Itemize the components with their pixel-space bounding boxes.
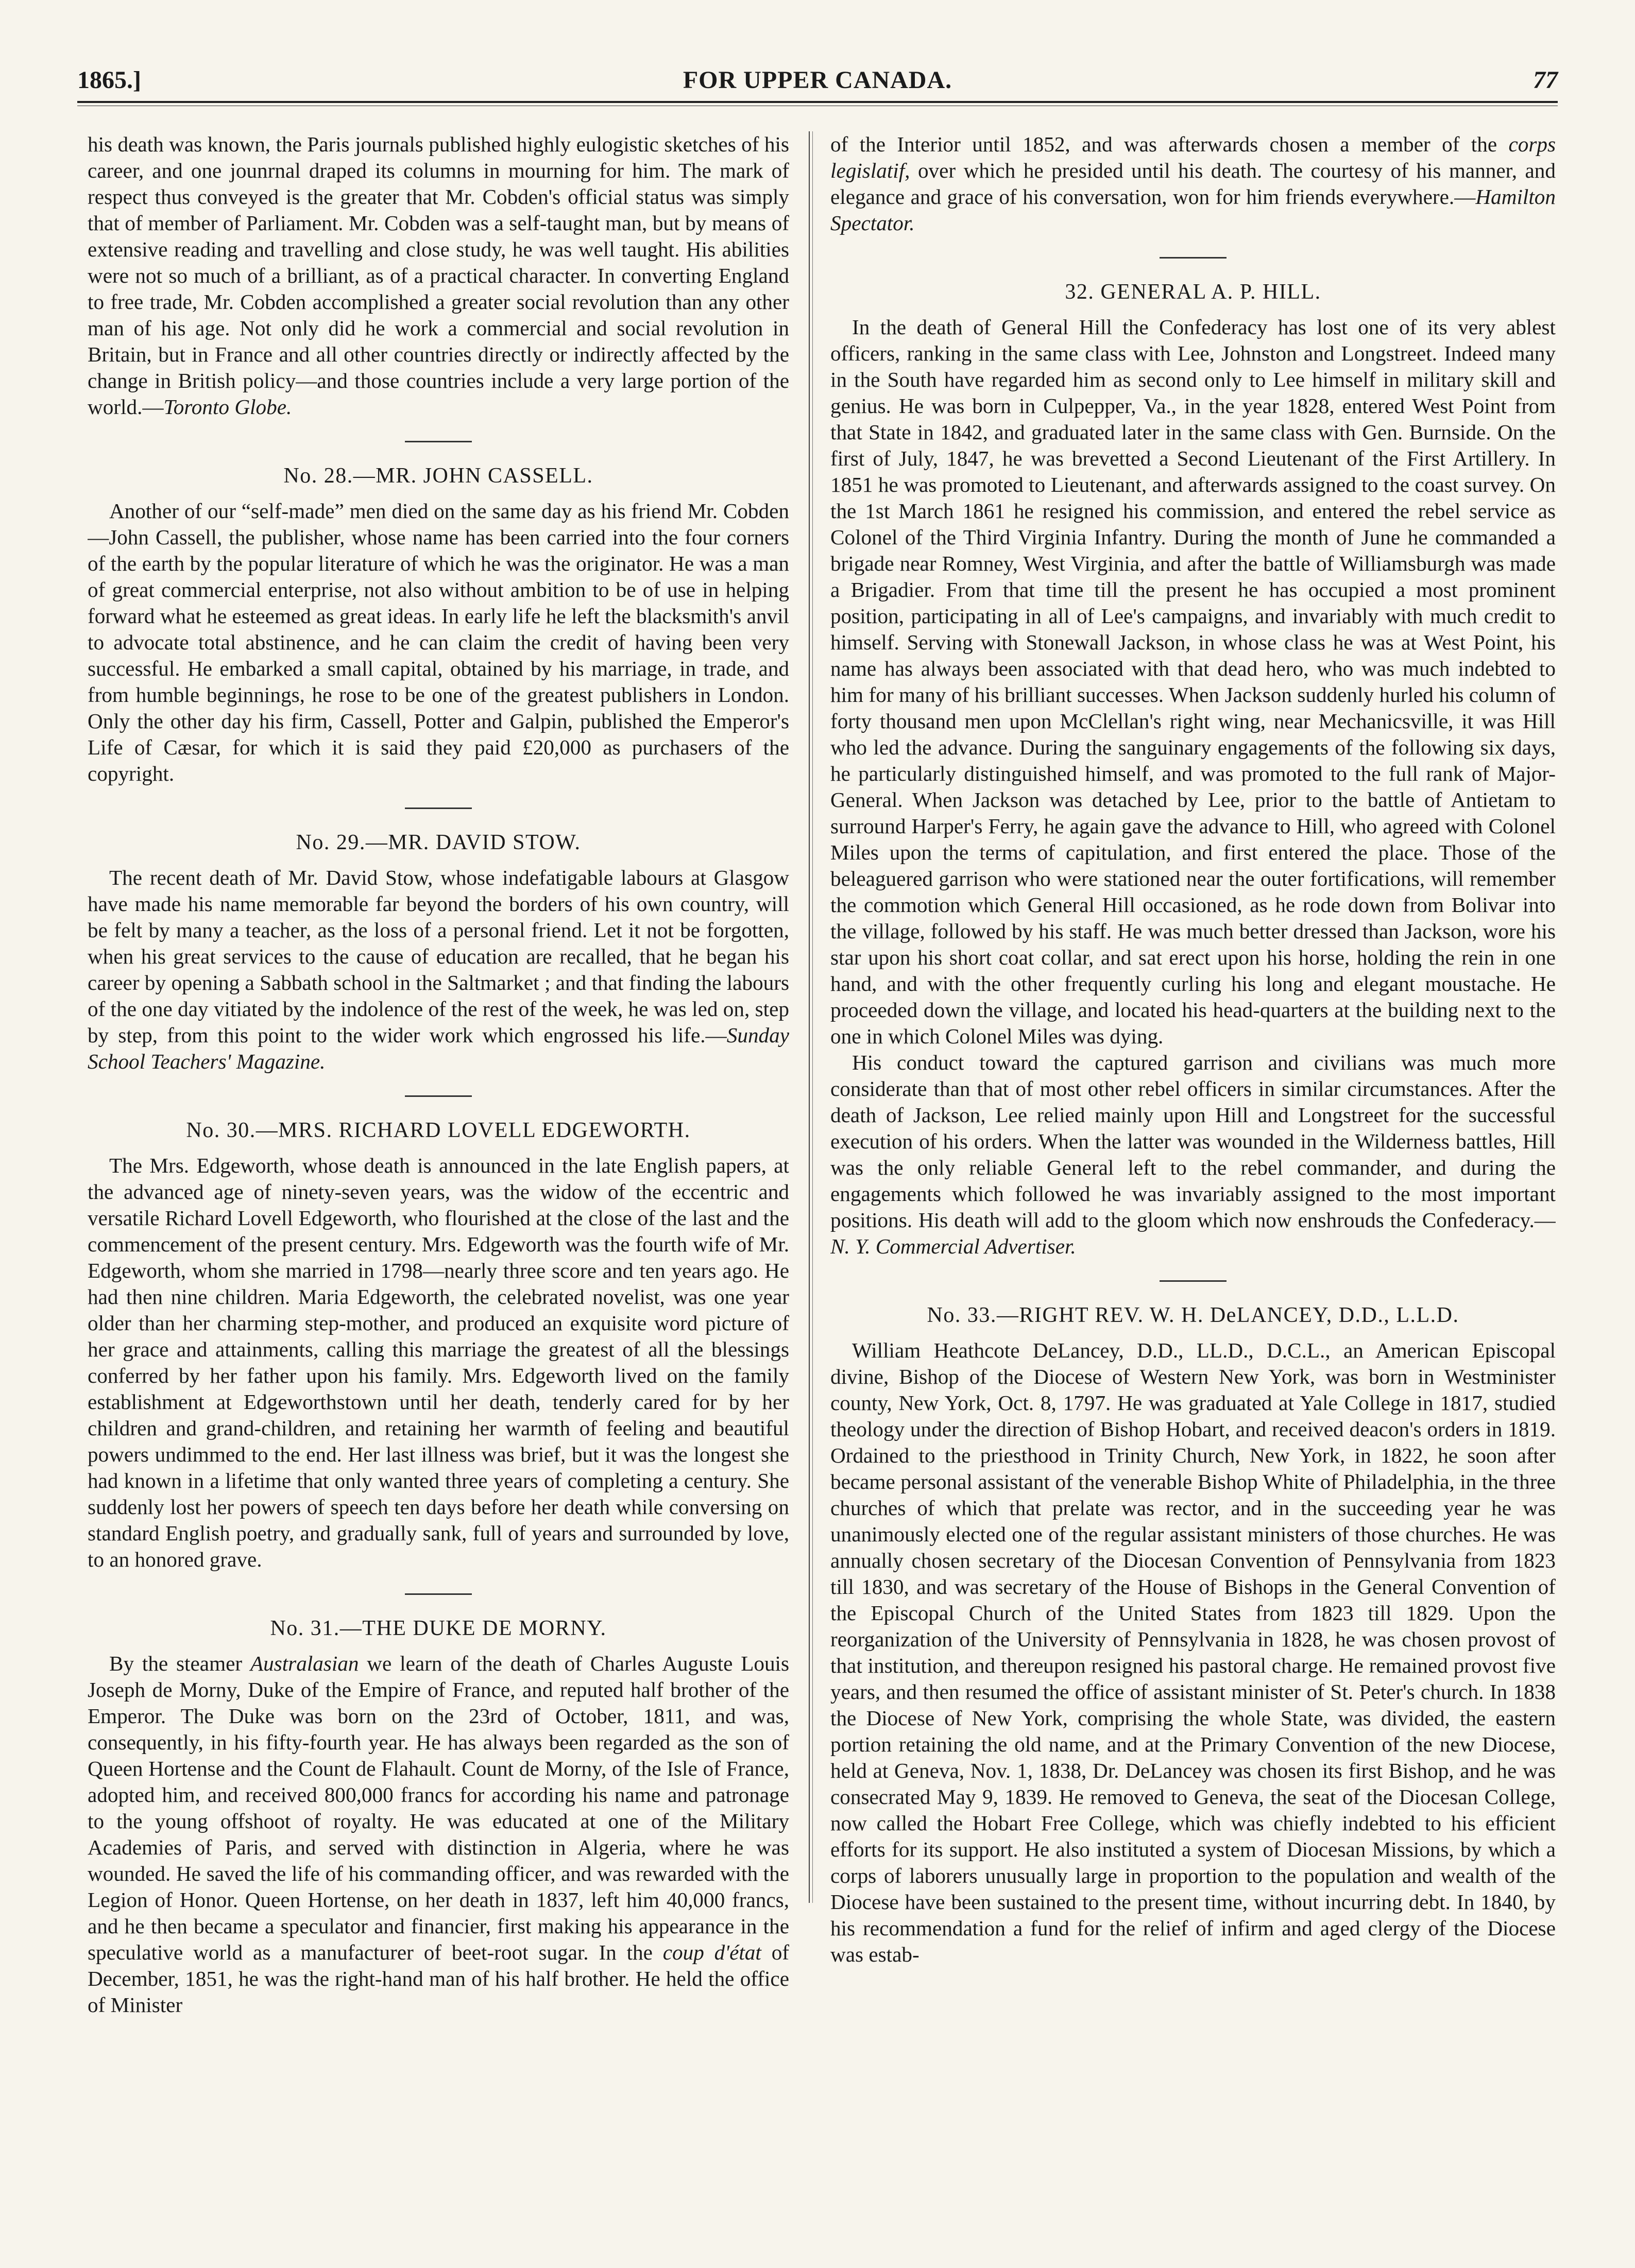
morny-text-a: By the steamer: [109, 1651, 250, 1675]
citation-hamilton-spectator: Hamilton Spectator.: [830, 185, 1556, 235]
column-divider: [809, 131, 810, 1903]
heading-no-28: No. 28.—MR. JOHN CASSELL.: [283, 464, 593, 488]
citation-toronto-globe: Toronto Globe.: [163, 395, 292, 419]
heading-no-29: No. 29.—MR. DAVID STOW.: [296, 830, 581, 854]
morny-cont-a: of the Interior until 1852, and was afterwards chosen a member of the: [830, 132, 1509, 156]
morny-text-b: we learn of the death of Charles Auguste Louis Joseph de Morny, Duke of the Empire of France, and reputed half brother of the Emperor. The Duke was born on the 23rd of October, 1811, and was, consequently, in his fifty-fourth year. He has always been regarded as the son of Queen Hortense and the Count de Flahault. Count de Morny, of the Isle of France, adopted him, and received 800,000 francs for according his name and patronage to the young offshoot of royalty. He was educated at one of the Military Academies of Paris, and served with distinction in Algeria, where he was wounded. He saved the life of his commanding officer, and was rewarded with the Legion of Honor. Queen Hortense, on her death in 1837, left him 40,000 francs, and he then became a speculator and financier, first making his appearance in the speculative world as a manufacturer of beet-root sugar. In the: [88, 1651, 789, 1964]
section-rule: [405, 1593, 472, 1595]
header-title: FOR UPPER CANADA.: [683, 66, 952, 94]
corps-legislatif: corps legislatif,: [830, 132, 1556, 182]
section-rule: [1160, 257, 1227, 259]
cobden-continuation: [88, 131, 789, 420]
article-stow: [88, 865, 789, 1075]
stow-text: The recent death of Mr. David Stow, whose indefatigable labours at Glasgow have made his name memorable far beyond the borders of his own country, will be felt by many a teacher, as the loss of a personal friend. Let it not be forgotten, when his great services to the cause of education are recalled, that he began his career by opening a Sabbath school in the Saltmarket ; and that finding the labours of the one day vitiated by the indolence of the rest of the week, he was led on, step by step, from this point to the wider work which engrossed his life.—: [88, 865, 789, 1047]
left-column: [88, 131, 789, 2201]
heading-no-31: No. 31.—THE DUKE DE MORNY.: [270, 1616, 607, 1640]
article-cassell: Another of our “self-made” men died on the same day as his friend Mr. Cobden—John Cassell, the publisher, whose name has been carried into the four corners of the earth by the popular literature of which he was the originator. He was a man of great commercial enterprise, not also without ambition to be of use in helping forward what he esteemed as great ideas. In early life he left the blacksmith's anvil to advocate total abstinence, and he can claim the credit of having been very successful. He embarked a small capital, obtained by his marriage, in trade, and from humble beginnings, he rose to be one of the greatest publishers in London. Only the other day his firm, Cassell, Potter and Galpin, published the Emperor's Life of Cæsar, for which it is said they paid £20,000 as purchasers of the copyright.: [88, 499, 789, 785]
heading-no-30: No. 30.—MRS. RICHARD LOVELL EDGEWORTH.: [186, 1118, 691, 1142]
header-year: 1865.]: [77, 66, 141, 94]
morny-cont-b: over which he presided until his death. The courtesy of his manner, and elegance and grace of his conversation, won for him friends everywhere.—: [830, 159, 1556, 209]
cobden-text: his death was known, the Paris journals published highly eulogistic sketches of his career, and one jounrnal draped its columns in mourning for him. The mark of respect thus conveyed is the greater that Mr. Cobden's official status was simply that of member of Parliament. Mr. Cobden was a self-taught man, but by means of extensive reading and travelling and close study, he was well taught. His abilities were not so much of a brilliant, as of a practical character. In converting England to free trade, Mr. Cobden accomplished a greater social revolution than any other man of his age. Not only did he work a commercial and social revolution in Britain, but in France and all other countries directly or indirectly affected by the change in British policy—and those countries include a very large portion of the world.—: [88, 132, 789, 419]
article-edgeworth: The Mrs. Edgeworth, whose death is announced in the late English papers, at the advanced age of ninety-seven years, was the widow of the eccentric and versatile Richard Lovell Edgeworth, who flourished at the close of the last and the commencement of the present century. Mrs. Edgeworth was the fourth wife of Mr. Edgeworth, whom she married in 1798—nearly three score and ten years ago. He had then nine children. Maria Edgeworth, the celebrated novelist, was one year older than her charming step-mother, and produced an exquisite word picture of her grace and attainments, calling this marriage the greatest of all the blessings conferred by her father upon his family. Mrs. Edgeworth lived on the family establishment at Edgeworthstown until her death, tenderly cared for by her children and grand-children, and retaining her warmth of feeling and beautiful powers undimmed to the end. Her last illness was brief, but it was the longest she had known in a lifetime that only wanted three years of completing a century. She suddenly lost her powers of speech ten days before her death while conversing on standard English poetry, and gradually sank, full of years and surrounded by love, to an honored grave.: [88, 1153, 789, 1571]
morny-text-c: of December, 1851, he was the right-hand man of his half brother. He held the office of Minister: [88, 1940, 789, 2017]
article-hill-p2: [830, 1050, 1556, 1260]
section-rule: [405, 441, 472, 442]
page-number: 77: [1533, 66, 1558, 94]
section-rule: [1160, 1280, 1227, 1282]
header-rule: [77, 101, 1558, 103]
article-delancey: William Heathcote DeLancey, D.D., LL.D., D.C.L., an American Episcopal divine, Bishop of the Diocese of Western New York, was born in Westminister county, New York, Oct. 8, 1797. He was graduated at Yale College in 1817, studied theology under the direction of Bishop Hobart, and received deacon's orders in 1819. Ordained to the priesthood in Trinity Church, New York, in 1822, he soon after became personal assistant of the venerable Bishop White of Philadelphia, in the three churches of which that prelate was rector, and in the succeeding year he was unanimously elected one of the regular assistant ministers of those churches. He was annually chosen secretary of the Diocesan Convention of Pennsylvania from 1823 till 1830, and was secretary of the House of Bishops in the General Convention of the Episcopal Church of the United States from 1823 till 1829. Upon the reorganization of the University of Pennsylvania in 1828, he was chosen provost of that institution, and thereupon resigned his pastoral charge. He remained provost five years, and then resumed the office of assistant minister of St. Peter's church. In 1838 the Diocese of New York, comprising the whole State, was divided, the eastern portion retaining the old name, and at the Primary Convention of the new Diocese, held at Geneva, Nov. 1, 1838, Dr. DeLancey was chosen its first Bishop, and he was consecrated May 9, 1839. He removed to Geneva, the seat of the Diocesan College, now called the Hobart Free College, which was chiefly indebted to his efficient efforts for its support. He also instituted a system of Diocesan Missions, by which a corps of laborers unusually large in proportion to the population and wealth of the Diocese have been sustained to the present time, without incurring debt. In 1840, by his recommendation a fund for the relief of infirm and aged clergy of the Diocese was estab-: [830, 1338, 1556, 1966]
section-rule: [405, 807, 472, 809]
morny-continuation: [830, 131, 1556, 236]
ship-name: Australasian: [250, 1651, 359, 1675]
coup-detat: coup d'état: [662, 1940, 761, 1964]
hill-text: His conduct toward the captured garrison and civilians was much more considerate than that of most other rebel officers in similar circumstances. After the death of Jackson, Lee relied mainly upon Hill and Longstreet for the successful execution of his orders. When the latter was wounded in the Wilderness battles, Hill was the only reliable General left to the rebel commander, and during the engagements which followed he was invariably assigned to the most important positions. His death will add to the gloom which now enshrouds the Confederacy.—: [830, 1050, 1556, 1232]
heading-no-32: 32. GENERAL A. P. HILL.: [1065, 280, 1321, 304]
heading-no-33: No. 33.—RIGHT REV. W. H. DeLANCEY, D.D., L.L.D.: [927, 1303, 1459, 1327]
citation-ny-commercial: N. Y. Commercial Advertiser.: [830, 1234, 1076, 1258]
citation-sunday-school: Sunday School Teachers' Magazine.: [88, 1023, 789, 1073]
article-morny: [88, 1651, 789, 2018]
column-divider-thin: [812, 131, 813, 1903]
section-rule: [405, 1095, 472, 1097]
right-column: [830, 131, 1556, 2201]
article-hill-p1: In the death of General Hill the Confederacy has lost one of its very ablest officers, ranking in the same class with Lee, Johnston and Longstreet. Indeed many in the South have regarded him as second only to Lee himself in military skill and genius. He was born in Culpepper, Va., in the year 1828, entered West Point from that State in 1842, and graduated later in the same class with Gen. Burnside. On the first of July, 1847, he was brevetted a Second Lieutenant of the First Artillery. In 1851 he was promoted to Lieutenant, and afterwards assigned to the coast survey. On the 1st March 1861 he resigned his commission, and entered the rebel service as Colonel of the Third Virginia Infantry. During the month of June he commanded a brigade near Romney, West Virginia, and after the battle of Williamsburgh was made a Brigadier. From that time till the present he has occupied a most prominent position, participating in all of Lee's campaigns, and invariably with much credit to himself. Serving with Stonewall Jackson, in whose class he was at West Point, his name has always been associated with that dead hero, who was much indebted to him for many of his brilliant successes. When Jackson suddenly hurled his column of forty thousand men upon McClellan's right wing, near Mechanicsville, it was Hill who led the advance. During the sanguinary engagements of the following six days, he particularly distinguished himself, and was promoted to the full rank of Major-General. When Jackson was detached by Lee, prior to the battle of Antietam to surround Harper's Ferry, he again gave the advance to Hill, who agreed with Colonel Miles upon the terms of capitulation, and first entered the place. Those of the beleaguered garrison who were stationed near the outer fortifications, will remember the commotion which General Hill occasioned, as he rode down from Bolivar into the village, followed by his staff. He was much better dressed than Jackson, wore his star upon his short coat collar, and sat erect upon his horse, holding the rein in one hand, and with the other frequently curling his long and elegant moustache. He proceeded down the village, and located his head-quarters at the building next to the one in which Colonel Miles was dying.: [830, 315, 1556, 1048]
